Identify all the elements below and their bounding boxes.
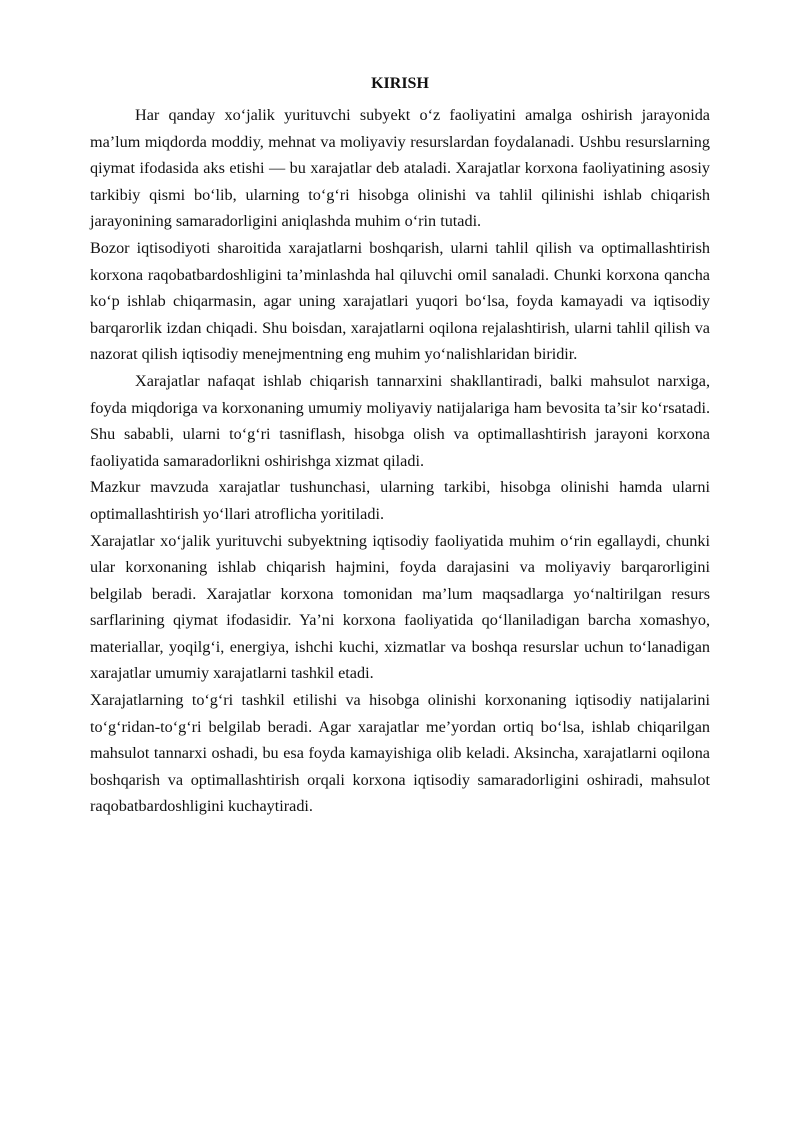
paragraph-cost-organization: Xarajatlarning to‘g‘ri tashkil etilishi va hisobga olinishi korxonaning iqtisodiy natijalarini to‘g‘ridan-to‘g‘ri belgilab beradi. Agar xarajatlar me’yordan ortiq bo‘lsa, ishlab chiqarilgan mahsulot tannarxi oshadi, bu esa foyda kamayishiga olib keladi. Aksincha, xarajatlarni oqilona boshqarish va optimallashtirish orqali korxona iqtisodiy samaradorligini oshiradi, mahsulot raqobatbardoshligini kuchaytiradi. bbox=[90, 691, 710, 816]
paragraph-intro: Har qanday xo‘jalik yurituvchi subyekt o‘z faoliyatini amalga oshirish jarayonida ma’lum miqdorda moddiy, mehnat va moliyaviy resurslardan foydalanadi. Ushbu resurslarning qiymat ifodasida aks etishi — bu xarajatlar deb ataladi. Xarajatlar korxona faoliyatining asosiy tarkibiy qismi bo‘lib, ularning to‘g‘ri hisobga olinishi va tahlil qilinishi ishlab chiqarish jarayonining samaradorligini aniqlashda muhim o‘rin tutadi. bbox=[90, 106, 710, 231]
page-title: KIRISH bbox=[371, 75, 429, 92]
paragraph-market-economy: Bozor iqtisodiyoti sharoitida xarajatlarni boshqarish, ularni tahlil qilish va optimallashtirish korxona raqobatbardoshligini ta’minlashda hal qiluvchi omil sanaladi. Chunki korxona qancha ko‘p ishlab chiqarmasin, agar uning xarajatlari yuqori bo‘lsa, foyda kamayadi va iqtisodiy barqarorlik izdan chiqadi. Shu boisdan, xarajatlarni oqilona rejalashtirish, ularni tahlil qilish va nazorat qilish iqtisodiy menejmentning eng muhim yo‘nalishlaridan biridir. bbox=[90, 238, 710, 364]
paragraph-cost-impact: Xarajatlar nafaqat ishlab chiqarish tannarxini shakllantiradi, balki mahsulot narxiga, foyda miqdoriga va korxonaning umumiy moliyaviy natijalariga ham bevosita ta’sir ko‘rsatadi. Shu sababli, ularni to‘g‘ri tasniflash, hisobga olish va optimallashtirish jarayoni korxona faoliyatida samaradorlikni oshirishga xizmat qiladi. bbox=[90, 371, 710, 470]
paragraph-topic-scope: Mazkur mavzuda xarajatlar tushunchasi, ularning tarkibi, hisobga olinishi hamda ularni optimallashtirish yo‘llari atroflicha yoritiladi. bbox=[90, 478, 710, 523]
paragraph-cost-role: Xarajatlar xo‘jalik yurituvchi subyektning iqtisodiy faoliyatida muhim o‘rin egallaydi, chunki ular korxonaning ishlab chiqarish hajmini, foyda darajasini va moliyaviy barqarorligini belgilab beradi. Xarajatlar korxona tomonidan ma’lum maqsadlarga yo‘naltirilgan resurs sarflarining qiymat ifodasidir. Ya’ni korxona faoliyatida qo‘llaniladigan barcha xomashyo, materiallar, yoqilg‘i, energiya, ishchi kuchi, xizmatlar va boshqa resurslar uchun to‘lanadigan xarajatlar umumiy xarajatlarni tashkil etadi. bbox=[90, 531, 710, 683]
document-page bbox=[90, 72, 710, 820]
